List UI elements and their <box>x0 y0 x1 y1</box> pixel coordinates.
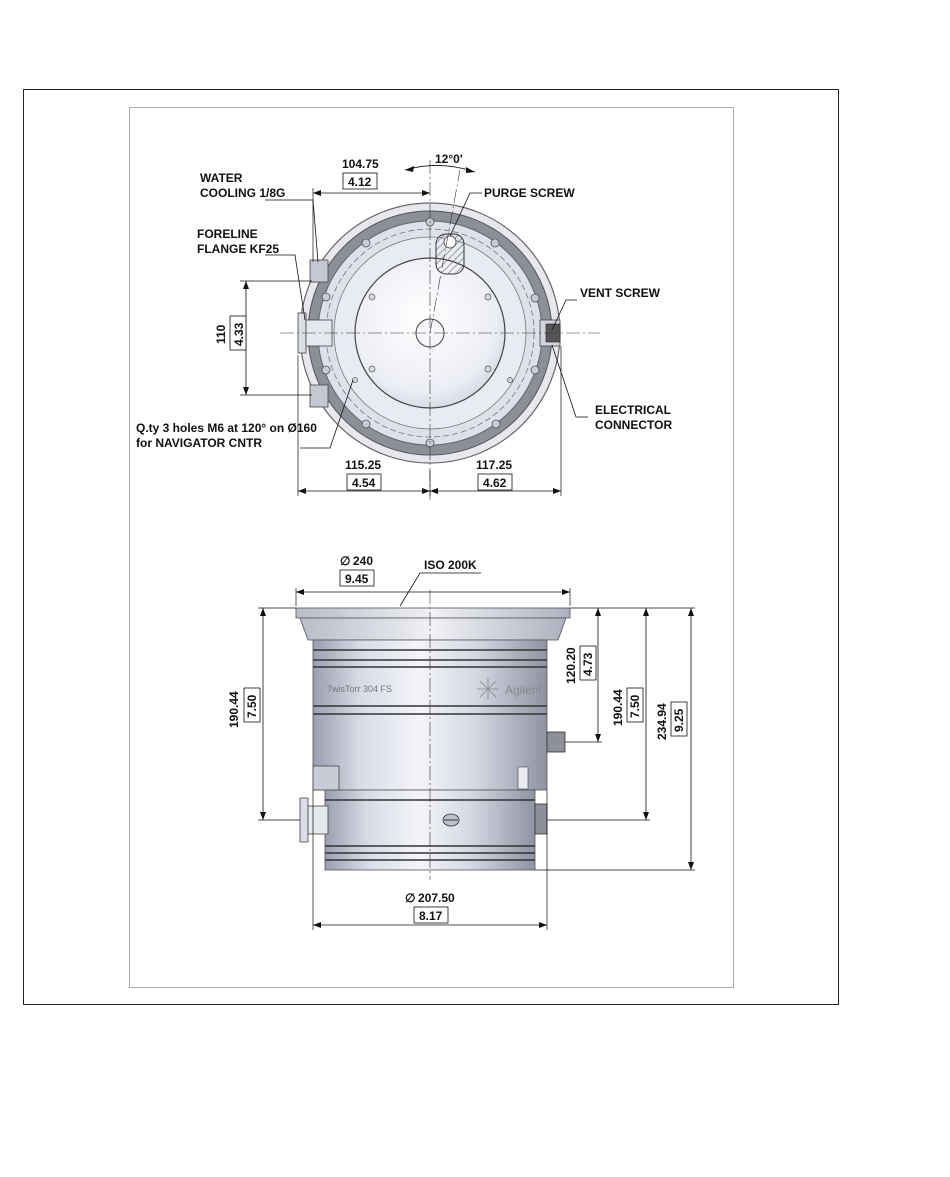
label-vent-screw: VENT SCREW <box>580 286 661 300</box>
dim-right-height-mm: 190.44 <box>611 689 625 726</box>
agilent-logo-icon <box>477 678 499 700</box>
label-water-cooling-2: COOLING 1/8G <box>200 186 286 200</box>
label-brand: Agilent <box>505 683 542 697</box>
dim-vent-height-in: 4.73 <box>581 652 595 676</box>
dim-body-dia-symbol: ∅ <box>405 891 416 905</box>
side-plate <box>518 767 528 789</box>
side-foreline-flange <box>300 798 308 842</box>
dim-right-half-mm: 117.25 <box>476 458 513 472</box>
dim-left-height-in: 7.50 <box>245 694 259 718</box>
dim-body-dia-mm: 207.50 <box>418 891 455 905</box>
label-electrical-2: CONNECTOR <box>595 418 673 432</box>
flange-taper <box>300 618 566 640</box>
label-purge-screw: PURGE SCREW <box>484 186 575 200</box>
side-electrical-connector <box>535 804 547 834</box>
dim-left-half-in: 4.54 <box>352 476 376 490</box>
dim-right-height-in: 7.50 <box>628 694 642 718</box>
label-holes-note-2: for NAVIGATOR CNTR <box>136 436 262 450</box>
label-model: TwisTorr 304 FS <box>327 684 393 694</box>
iso-flange <box>296 608 570 618</box>
label-holes-note-1: Q.ty 3 holes M6 at 120° on Ø160 <box>136 421 317 435</box>
side-view <box>258 573 695 930</box>
dim-angle: 12°0' <box>435 152 463 166</box>
top-view <box>240 160 600 500</box>
side-vent-screw <box>547 732 565 752</box>
dim-left-half-mm: 115.25 <box>345 458 382 472</box>
side-water-fitting <box>313 766 339 790</box>
label-electrical-1: ELECTRICAL <box>595 403 671 417</box>
label-iso-flange: ISO 200K <box>424 558 477 572</box>
dim-height-mm: 110 <box>214 324 228 344</box>
dim-vent-height-mm: 120.20 <box>564 647 578 684</box>
dim-width-mm: 104.75 <box>342 157 379 171</box>
dim-height-in: 4.33 <box>232 322 246 346</box>
dim-right-half-in: 4.62 <box>483 476 507 490</box>
dim-total-height-mm: 234.94 <box>655 703 669 740</box>
dim-total-height-in: 9.25 <box>672 708 686 732</box>
dim-left-height-mm: 190.44 <box>227 691 241 728</box>
dim-flange-dia-in: 9.45 <box>345 572 369 586</box>
label-water-cooling-1: WATER <box>200 171 243 185</box>
label-foreline-1: FORELINE <box>197 227 258 241</box>
dim-flange-dia-symbol: ∅ <box>340 554 351 568</box>
dim-width-in: 4.12 <box>348 175 372 189</box>
label-foreline-2: FLANGE KF25 <box>197 242 280 256</box>
purge-screw-section <box>436 234 464 274</box>
dim-body-dia-in: 8.17 <box>419 909 443 923</box>
dim-flange-dia-mm: 240 <box>353 554 374 568</box>
